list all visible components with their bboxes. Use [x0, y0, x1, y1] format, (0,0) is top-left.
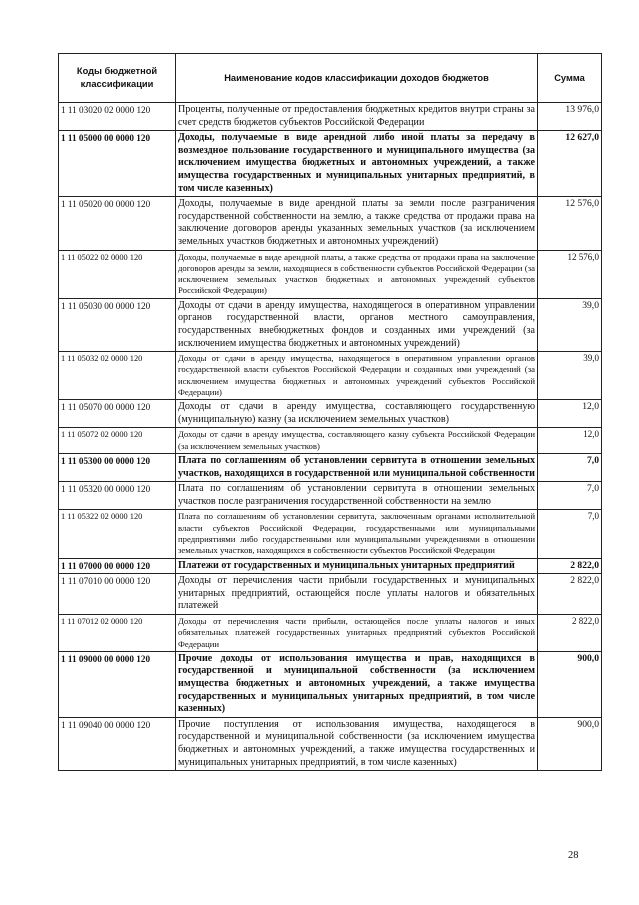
table-body — [59, 103, 602, 771]
table-row — [59, 651, 602, 717]
row-code: 1 11 05000 00 0000 120 — [59, 131, 176, 197]
row-code: 1 11 07012 02 0000 120 — [59, 615, 176, 652]
table-row — [59, 574, 602, 615]
table-row — [59, 482, 602, 510]
table-row — [59, 558, 602, 574]
table-row — [59, 510, 602, 558]
header-sum: Сумма — [538, 54, 602, 103]
row-name: Доходы от перечисления части прибыли, остающейся после уплаты налогов и иных обязательных платежей государственных унитарных предприятий субъектов Российской Федерации — [176, 615, 538, 652]
table-row — [59, 717, 602, 770]
row-code: 1 11 09040 00 0000 120 — [59, 717, 176, 770]
row-sum: 900,0 — [538, 717, 602, 770]
budget-revenue-table — [58, 53, 602, 771]
row-code: 1 11 05030 00 0000 120 — [59, 298, 176, 351]
table-row — [59, 298, 602, 351]
page-number: 28 — [568, 850, 579, 861]
table-row — [59, 250, 602, 298]
table-header-row — [59, 54, 602, 103]
row-sum: 13 976,0 — [538, 103, 602, 131]
row-sum: 900,0 — [538, 651, 602, 717]
row-sum: 39,0 — [538, 298, 602, 351]
row-sum: 2 822,0 — [538, 574, 602, 615]
row-sum: 7,0 — [538, 454, 602, 482]
row-sum: 12 627,0 — [538, 131, 602, 197]
row-name: Доходы, получаемые в виде арендной платы за земли после разграничения государственной собственности на землю, а также средства от продажи права на заключение договоров аренды указанных земельных участков (за исключением земельных участков бюджетных и автономных учреждений) — [176, 197, 538, 250]
row-name: Плата по соглашениям об установлении сервитута в отношении земельных участков, находящихся в государственной или муниципальной собственности — [176, 454, 538, 482]
row-name: Прочие поступления от использования имущества, находящегося в государственной и муниципальной собственности (за исключением имущества бюджетных и автономных учреждений, а также имущества государственных и муниципальных унитарных предприятий, в том числе казенных) — [176, 717, 538, 770]
row-name: Плата по соглашениям об установлении сервитута, заключенным органами исполнительной власти субъектов Российской Федерации, государственными или муниципальными предприятиями либо государственными или муниципальными учреждениями в отношении земельных участков, находящихся в собственности субъектов Российской Федерации — [176, 510, 538, 558]
row-sum: 12,0 — [538, 428, 602, 454]
row-code: 1 11 05300 00 0000 120 — [59, 454, 176, 482]
table-row — [59, 352, 602, 400]
row-code: 1 11 05032 02 0000 120 — [59, 352, 176, 400]
row-sum: 2 822,0 — [538, 558, 602, 574]
row-sum: 7,0 — [538, 510, 602, 558]
row-code: 1 11 05070 00 0000 120 — [59, 400, 176, 428]
header-code: Коды бюджетной классификации — [59, 54, 176, 103]
row-name: Доходы, получаемые в виде арендной либо иной платы за передачу в возмездное пользование государственного и муниципального имущества (за исключением имущества бюджетных и автономных учреждений, а также имущества государственных и муниципальных унитарных предприятий, в том числе казенных) — [176, 131, 538, 197]
row-name: Прочие доходы от использования имущества и прав, находящихся в государственной и муниципальной собственности (за исключением имущества бюджетных и автономных учреждений, а также имущества государственных и муниципальных унитарных предприятий, в том числе казенных) — [176, 651, 538, 717]
row-code: 1 11 03020 02 0000 120 — [59, 103, 176, 131]
row-sum: 39,0 — [538, 352, 602, 400]
row-name: Доходы от сдачи в аренду имущества, находящегося в оперативном управлении органов государственной власти, органов местного самоуправления, государственных внебюджетных фондов и созданных ими учреждений (за исключением имущества бюджетных и автономных учреждений) — [176, 298, 538, 351]
row-sum: 7,0 — [538, 482, 602, 510]
row-code: 1 11 09000 00 0000 120 — [59, 651, 176, 717]
row-code: 1 11 05320 00 0000 120 — [59, 482, 176, 510]
row-name: Платежи от государственных и муниципальных унитарных предприятий — [176, 558, 538, 574]
row-name: Доходы от сдачи в аренду имущества, составляющего казну субъекта Российской Федерации (за исключением земельных участков) — [176, 428, 538, 454]
table-row — [59, 400, 602, 428]
row-name: Доходы, получаемые в виде арендной платы, а также средства от продажи права на заключение договоров аренды за земли, находящиеся в собственности субъектов Российской Федерации (за исключением земельных участков бюджетных и автономных учреждений субъектов Российской Федерации) — [176, 250, 538, 298]
row-code: 1 11 07000 00 0000 120 — [59, 558, 176, 574]
table-row — [59, 454, 602, 482]
header-name: Наименование кодов классификации доходов бюджетов — [176, 54, 538, 103]
row-name: Плата по соглашениям об установлении сервитута в отношении земельных участков после разграничения государственной собственности на землю — [176, 482, 538, 510]
row-code: 1 11 07010 00 0000 120 — [59, 574, 176, 615]
table-row — [59, 615, 602, 652]
row-name: Доходы от перечисления части прибыли государственных и муниципальных унитарных предприятий, остающейся после уплаты налогов и обязательных платежей — [176, 574, 538, 615]
table-row — [59, 103, 602, 131]
table-row — [59, 428, 602, 454]
row-name: Доходы от сдачи в аренду имущества, находящегося в оперативном управлении органов государственной власти субъектов Российской Федерации и созданных ими учреждений (за исключением имущества бюджетных и автономных учреждений субъектов Российской Федерации) — [176, 352, 538, 400]
row-code: 1 11 05020 00 0000 120 — [59, 197, 176, 250]
row-sum: 12,0 — [538, 400, 602, 428]
row-code: 1 11 05072 02 0000 120 — [59, 428, 176, 454]
row-sum: 2 822,0 — [538, 615, 602, 652]
table-row — [59, 197, 602, 250]
row-name: Проценты, полученные от предоставления бюджетных кредитов внутри страны за счет средств бюджетов субъектов Российской Федерации — [176, 103, 538, 131]
table-row — [59, 131, 602, 197]
row-name: Доходы от сдачи в аренду имущества, составляющего государственную (муниципальную) казну (за исключением земельных участков) — [176, 400, 538, 428]
row-code: 1 11 05322 02 0000 120 — [59, 510, 176, 558]
row-code: 1 11 05022 02 0000 120 — [59, 250, 176, 298]
row-sum: 12 576,0 — [538, 197, 602, 250]
row-sum: 12 576,0 — [538, 250, 602, 298]
